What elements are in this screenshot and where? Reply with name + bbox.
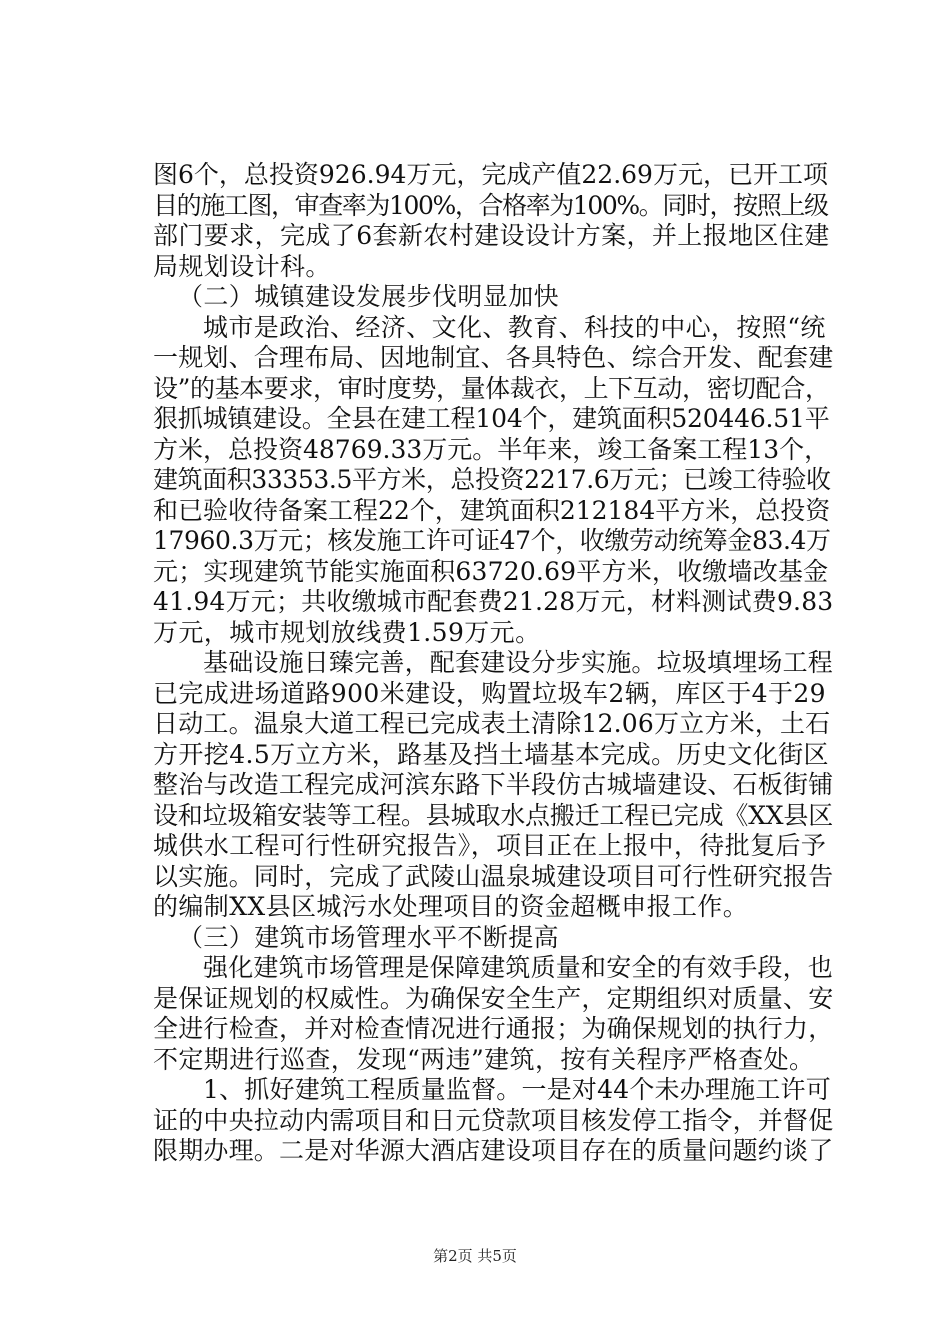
section-heading-3 — [153, 923, 833, 954]
text-line-32-content: 证的中央拉动内需项目和日元贷款项目核发停工指令，并督促 — [153, 1105, 833, 1135]
text-line-21-content: 整治与改造工程完成河滨东路下半段仿古城墙建设、石板街铺 — [153, 770, 833, 799]
text-line-4-content: 局规划设计科。 — [153, 251, 331, 281]
text-line-19-content: 日动工。温泉大道工程已完成表土清除12.06万立方米，土石 — [153, 709, 831, 738]
text-line-29 — [153, 1014, 833, 1045]
text-line-23 — [153, 831, 833, 862]
text-line-30 — [153, 1045, 833, 1076]
text-line-23-content: 城供水工程可行性研究报告》，项目正在上报中，待批复后予 — [153, 831, 827, 860]
text-line-30-content: 不定期进行巡查，发现“两违”建筑，按有关程序严格查处。 — [153, 1044, 815, 1074]
text-line-20-content: 方开挖4.5万立方米，路基及挡土墙基本完成。历史文化街区 — [153, 739, 829, 769]
text-line-8 — [153, 374, 833, 405]
text-line-33-content: 限期办理。二是对华源大酒店建设项目存在的质量问题约谈了 — [153, 1136, 833, 1165]
text-line-10-content: 方米，总投资48769.33万元。半年来，竣工备案工程13个， — [153, 434, 830, 464]
text-line-8-content: 设”的基本要求，审时度势，量体裁衣，上下互动，密切配合， — [153, 373, 830, 403]
text-line-12-content: 和已验收待备案工程22个，建筑面积212184平方米，总投资 — [153, 495, 831, 525]
text-line-9-content: 狠抓城镇建设。全县在建工程104个，建筑面积520446.51平 — [153, 404, 830, 433]
text-line-6-content: 城市是政治、经济、文化、教育、科技的中心，按照“统 — [203, 312, 826, 342]
text-line-31-content: 1、抓好建筑工程质量监督。一是对44个未办理施工许可 — [203, 1075, 831, 1104]
section-heading-3-content: （三）建筑市场管理水平不断提高 — [178, 922, 560, 952]
page-footer — [0, 1245, 950, 1266]
text-line-17 — [153, 648, 833, 679]
text-line-11-content: 建筑面积33353.5平方米，总投资2217.6万元；已竣工待验收 — [153, 465, 831, 494]
text-line-17-content: 基础设施日臻完善，配套建设分步实施。垃圾填埋场工程 — [203, 648, 833, 677]
text-line-16-content: 万元，城市规划放线费1.59万元。 — [153, 617, 541, 647]
text-line-22 — [153, 801, 833, 832]
text-line-24-content: 以实施。同时，完成了武陵山温泉城建设项目可行性研究报告 — [153, 861, 833, 891]
text-line-2 — [153, 191, 833, 222]
section-heading-2-content: （二）城镇建设发展步伐明显加快 — [178, 282, 560, 311]
text-line-7-content: 一规划、合理布局、因地制宜、各具特色、综合开发、配套建 — [153, 343, 833, 372]
text-line-18-content: 已完成进场道路900米建设，购置垃圾车2辆，库区于4于29 — [153, 678, 826, 708]
text-line-1-content: 图6个，总投资926.94万元，完成产值22.69万元，已开工项 — [153, 160, 828, 189]
text-line-33 — [153, 1136, 833, 1167]
text-line-27-content: 强化建筑市场管理是保障建筑质量和安全的有效手段，也 — [203, 953, 833, 982]
text-line-21 — [153, 770, 833, 801]
text-line-16 — [153, 618, 833, 649]
text-line-32 — [153, 1106, 833, 1137]
text-line-7 — [153, 343, 833, 374]
text-line-22-content: 设和垃圾箱安装等工程。县城取水点搬迁工程已完成《XX县区 — [153, 800, 833, 830]
text-line-25-content: 的编制XX县区城污水处理项目的资金超概申报工作。 — [153, 892, 749, 921]
text-line-15 — [153, 587, 833, 618]
text-line-31 — [153, 1075, 833, 1106]
text-line-20 — [153, 740, 833, 771]
text-line-13 — [153, 526, 833, 557]
text-line-11 — [153, 465, 833, 496]
text-line-3-content: 部门要求，完成了6套新农村建设设计方案，并上报地区住建 — [153, 221, 830, 250]
text-line-1 — [153, 160, 833, 191]
text-line-25 — [153, 892, 833, 923]
text-line-29-content: 全进行检查，并对检查情况进行通报；为确保规划的执行力， — [153, 1014, 833, 1043]
text-line-14 — [153, 557, 833, 588]
text-line-13-content: 17960.3万元；核发施工许可证47个，收缴劳动统筹金83.4万 — [153, 526, 831, 555]
text-line-14-content: 元；实现建筑节能实施面积63720.69平方米，收缴墙改基金 — [153, 556, 829, 586]
text-line-6 — [153, 313, 833, 344]
text-line-24 — [153, 862, 833, 893]
text-line-18 — [153, 679, 833, 710]
text-line-10 — [153, 435, 833, 466]
section-heading-2 — [153, 282, 833, 313]
text-line-19 — [153, 709, 833, 740]
text-line-4 — [153, 252, 833, 283]
text-line-3 — [153, 221, 833, 252]
text-line-28 — [153, 984, 833, 1015]
text-line-27 — [153, 953, 833, 984]
document-body — [153, 160, 833, 1167]
text-line-15-content: 41.94万元；共收缴城市配套费21.28万元，材料测试费9.83 — [153, 587, 833, 616]
text-line-28-content: 是保证规划的权威性。为确保安全生产，定期组织对质量、安 — [153, 983, 833, 1013]
text-line-2-content: 目的施工图，审查率为100%，合格率为100%。同时，按照上级 — [153, 190, 828, 220]
text-line-9 — [153, 404, 833, 435]
text-line-12 — [153, 496, 833, 527]
page-number-label: 第2页 共5页 — [433, 1247, 517, 1265]
